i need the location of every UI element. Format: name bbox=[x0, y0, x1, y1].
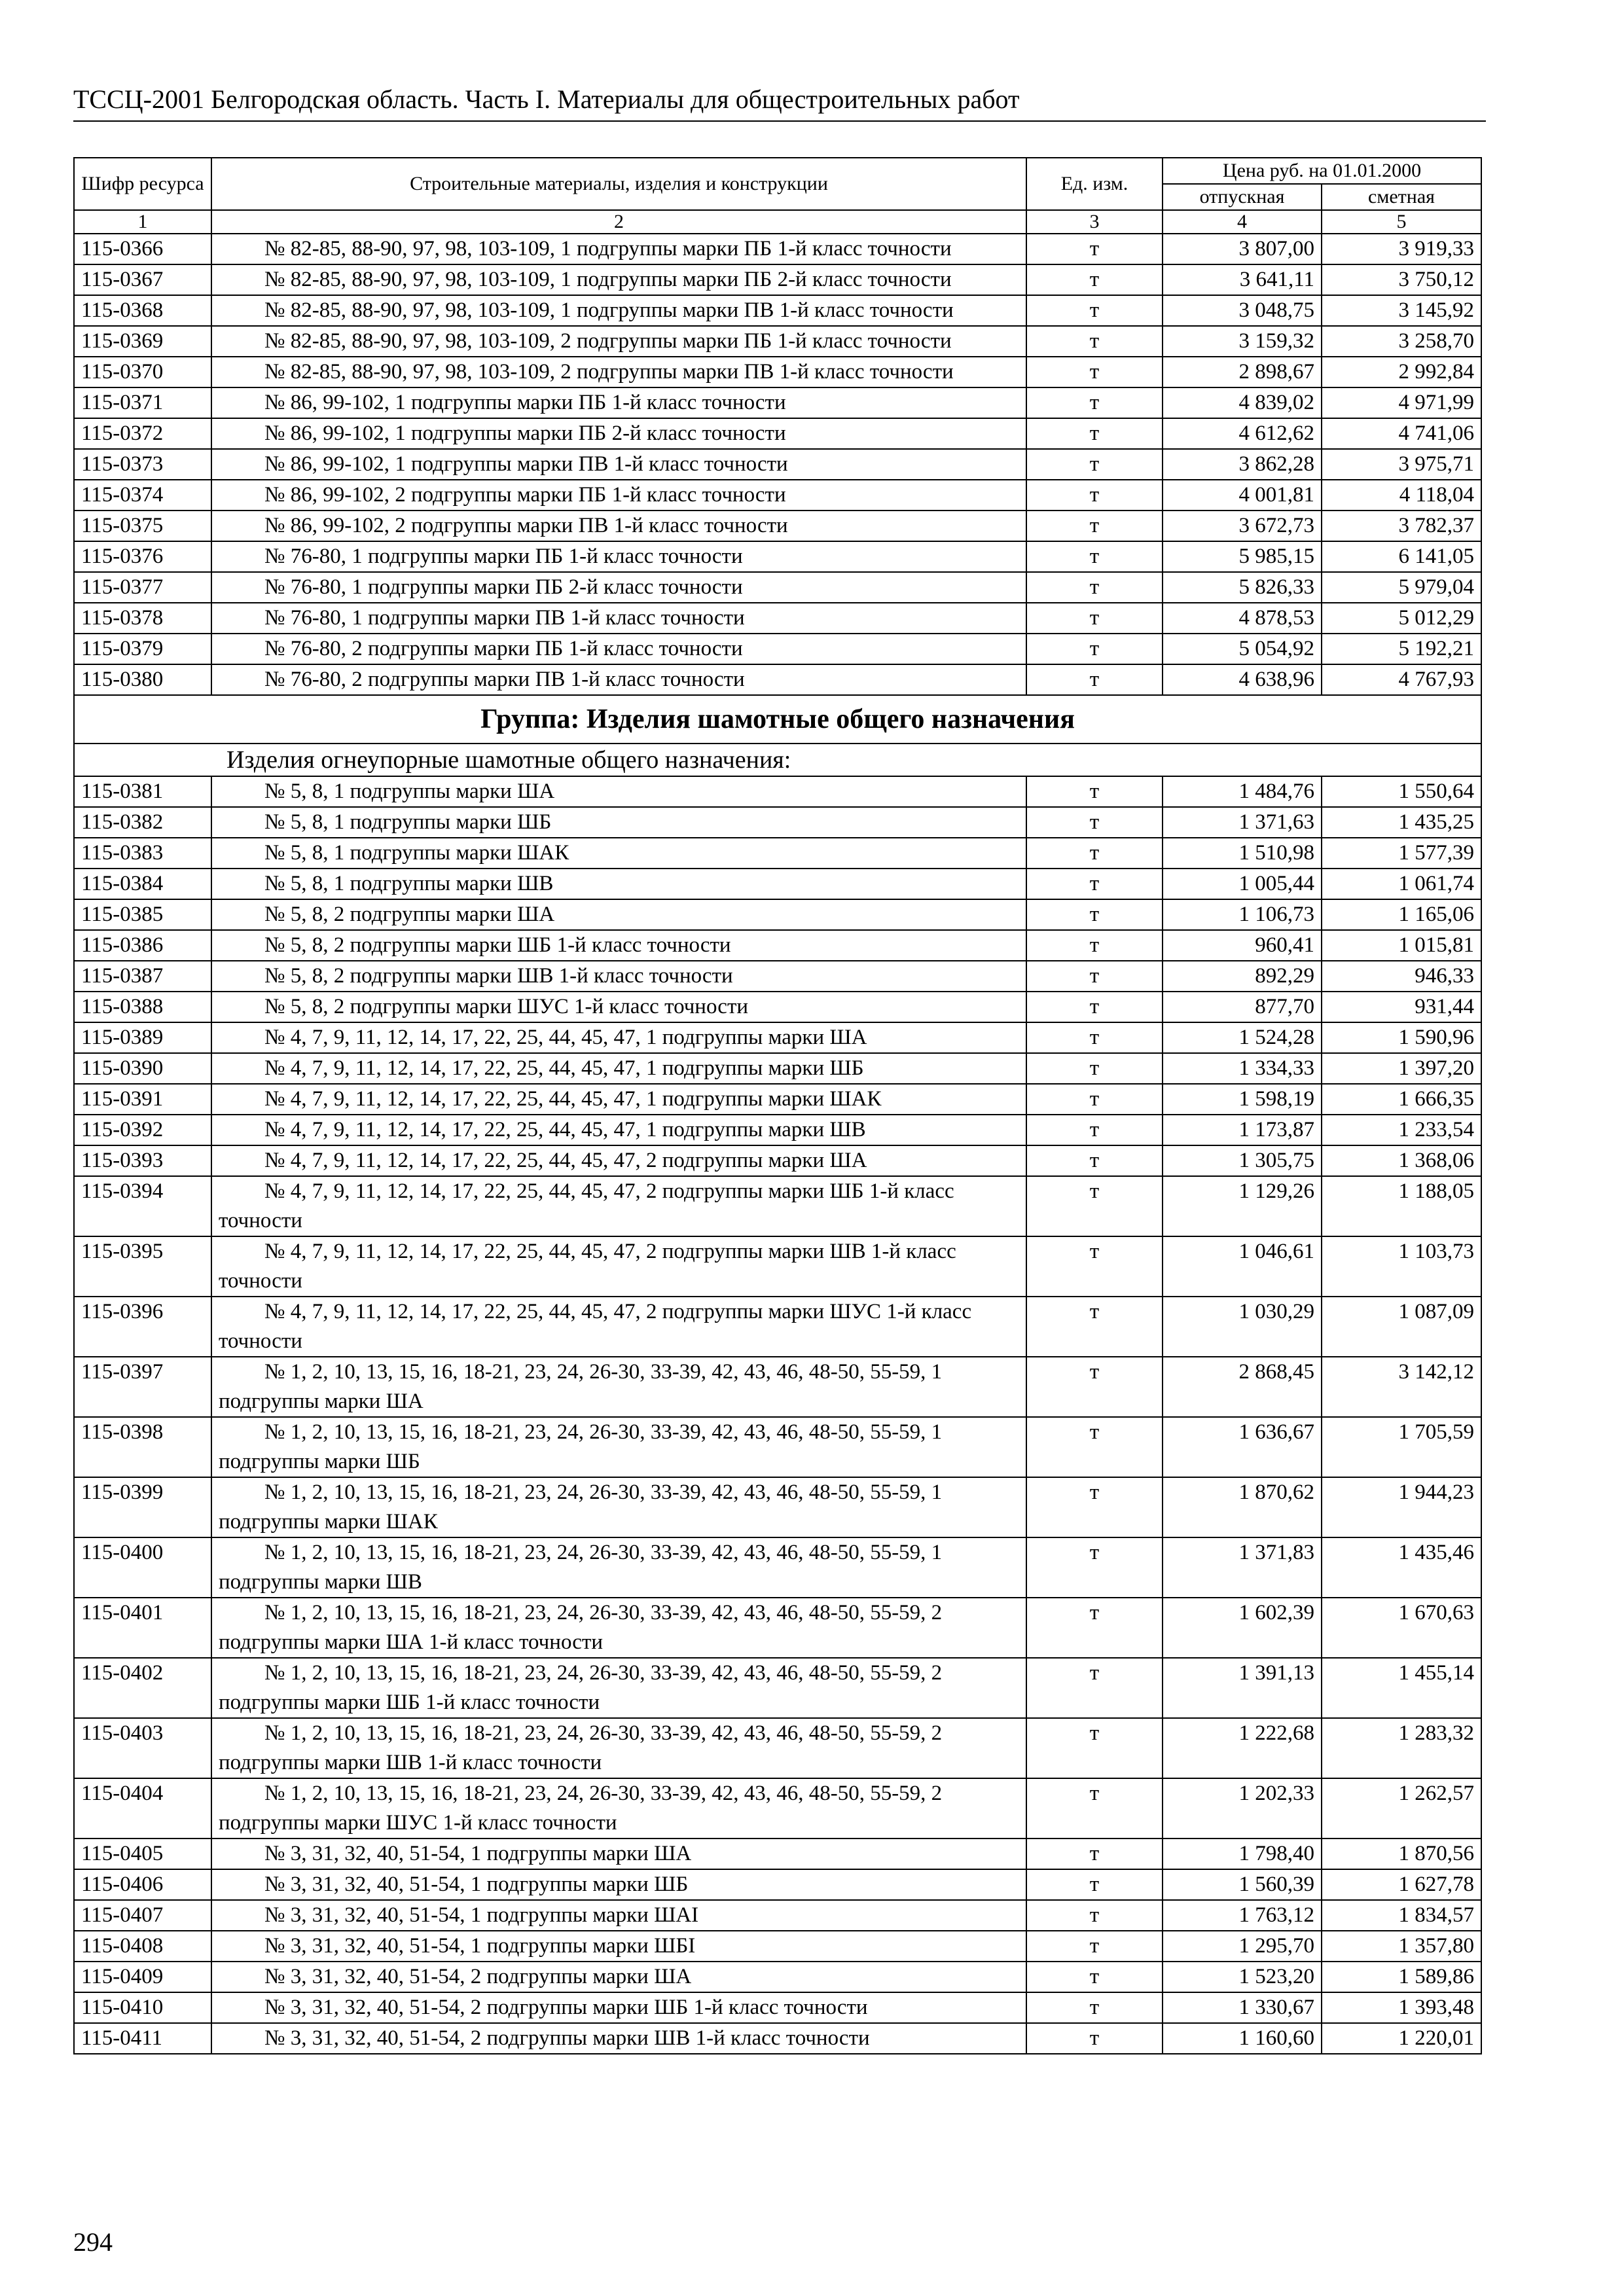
table-row bbox=[74, 264, 1481, 295]
resource-code: 115-0386 bbox=[74, 930, 211, 961]
subgroup-title: Изделия огнеупорные шамотные общего назначения: bbox=[74, 744, 1481, 776]
estimate-price: 1 834,57 bbox=[1322, 1900, 1481, 1931]
table-row bbox=[74, 1053, 1481, 1084]
resource-code: 115-0394 bbox=[74, 1176, 211, 1236]
table-row bbox=[74, 634, 1481, 664]
table-row bbox=[74, 1022, 1481, 1053]
material-name: № 76-80, 1 подгруппы марки ПБ 2-й класс точности bbox=[211, 572, 1026, 603]
estimate-price: 1 577,39 bbox=[1322, 838, 1481, 869]
resource-code: 115-0372 bbox=[74, 418, 211, 449]
estimate-price: 1 435,25 bbox=[1322, 807, 1481, 838]
header-price: Цена руб. на 01.01.2000 bbox=[1163, 158, 1481, 184]
unit: т bbox=[1026, 1537, 1163, 1598]
release-price: 1 636,67 bbox=[1163, 1417, 1322, 1477]
resource-code: 115-0392 bbox=[74, 1115, 211, 1145]
estimate-price: 1 165,06 bbox=[1322, 899, 1481, 930]
resource-code: 115-0409 bbox=[74, 1962, 211, 1992]
unit: т bbox=[1026, 1658, 1163, 1718]
table-row bbox=[74, 930, 1481, 961]
unit: т bbox=[1026, 961, 1163, 992]
resource-code: 115-0382 bbox=[74, 807, 211, 838]
unit: т bbox=[1026, 776, 1163, 807]
release-price: 1 391,13 bbox=[1163, 1658, 1322, 1718]
resource-code: 115-0371 bbox=[74, 387, 211, 418]
table-row bbox=[74, 869, 1481, 899]
table-row bbox=[74, 1176, 1481, 1236]
material-name: № 4, 7, 9, 11, 12, 14, 17, 22, 25, 44, 45, 47, 1 подгруппы марки ШАК bbox=[211, 1084, 1026, 1115]
estimate-price: 1 870,56 bbox=[1322, 1839, 1481, 1869]
table-row bbox=[74, 326, 1481, 357]
resource-code: 115-0368 bbox=[74, 295, 211, 326]
unit: т bbox=[1026, 1718, 1163, 1778]
release-price: 1 334,33 bbox=[1163, 1053, 1322, 1084]
resource-code: 115-0383 bbox=[74, 838, 211, 869]
estimate-price: 1 435,46 bbox=[1322, 1537, 1481, 1598]
table-row bbox=[74, 418, 1481, 449]
table-row bbox=[74, 1417, 1481, 1477]
material-name: № 82-85, 88-90, 97, 98, 103-109, 2 подгруппы марки ПБ 1-й класс точности bbox=[211, 326, 1026, 357]
estimate-price: 1 590,96 bbox=[1322, 1022, 1481, 1053]
estimate-price: 1 666,35 bbox=[1322, 1084, 1481, 1115]
resource-code: 115-0373 bbox=[74, 449, 211, 480]
resource-code: 115-0405 bbox=[74, 1839, 211, 1869]
table-head bbox=[74, 158, 1481, 234]
unit: т bbox=[1026, 664, 1163, 695]
material-name: № 76-80, 2 подгруппы марки ПВ 1-й класс точности bbox=[211, 664, 1026, 695]
header-code: Шифр ресурса bbox=[74, 158, 211, 210]
material-name: № 3, 31, 32, 40, 51-54, 1 подгруппы марки ШБ bbox=[211, 1869, 1026, 1900]
release-price: 5 826,33 bbox=[1163, 572, 1322, 603]
page-header: ТССЦ-2001 Белгородская область. Часть I. Материалы для общестроительных работ bbox=[73, 84, 1486, 122]
column-number: 5 bbox=[1322, 210, 1481, 234]
table-row bbox=[74, 1778, 1481, 1839]
release-price: 3 048,75 bbox=[1163, 295, 1322, 326]
release-price: 5 985,15 bbox=[1163, 541, 1322, 572]
material-name: № 1, 2, 10, 13, 15, 16, 18-21, 23, 24, 26-30, 33-39, 42, 43, 46, 48-50, 55-59, 2 подгруппы марки ШБ 1-й класс точности bbox=[211, 1658, 1026, 1718]
estimate-price: 1 550,64 bbox=[1322, 776, 1481, 807]
unit: т bbox=[1026, 264, 1163, 295]
material-name: № 4, 7, 9, 11, 12, 14, 17, 22, 25, 44, 45, 47, 2 подгруппы марки ШВ 1-й класс точности bbox=[211, 1236, 1026, 1297]
table-row bbox=[74, 1598, 1481, 1658]
release-price: 1 523,20 bbox=[1163, 1962, 1322, 1992]
estimate-price: 1 393,48 bbox=[1322, 1992, 1481, 2023]
unit: т bbox=[1026, 1022, 1163, 1053]
material-name: № 3, 31, 32, 40, 51-54, 2 подгруппы марки ШБ 1-й класс точности bbox=[211, 1992, 1026, 2023]
estimate-price: 1 283,32 bbox=[1322, 1718, 1481, 1778]
estimate-price: 3 975,71 bbox=[1322, 449, 1481, 480]
release-price: 4 001,81 bbox=[1163, 480, 1322, 511]
unit: т bbox=[1026, 1145, 1163, 1176]
unit: т bbox=[1026, 1236, 1163, 1297]
material-name: № 82-85, 88-90, 97, 98, 103-109, 2 подгруппы марки ПВ 1-й класс точности bbox=[211, 357, 1026, 387]
unit: т bbox=[1026, 480, 1163, 511]
resource-code: 115-0404 bbox=[74, 1778, 211, 1839]
page-number: 294 bbox=[73, 2227, 113, 2257]
release-price: 2 868,45 bbox=[1163, 1357, 1322, 1417]
release-price: 1 560,39 bbox=[1163, 1869, 1322, 1900]
estimate-price: 5 192,21 bbox=[1322, 634, 1481, 664]
material-name: № 5, 8, 1 подгруппы марки ШАК bbox=[211, 838, 1026, 869]
table-row bbox=[74, 961, 1481, 992]
unit: т bbox=[1026, 234, 1163, 264]
release-price: 1 510,98 bbox=[1163, 838, 1322, 869]
release-price: 1 330,67 bbox=[1163, 1992, 1322, 2023]
release-price: 1 202,33 bbox=[1163, 1778, 1322, 1839]
estimate-price: 1 188,05 bbox=[1322, 1176, 1481, 1236]
resource-code: 115-0375 bbox=[74, 511, 211, 541]
table-row bbox=[74, 838, 1481, 869]
unit: т bbox=[1026, 1992, 1163, 2023]
resource-code: 115-0403 bbox=[74, 1718, 211, 1778]
unit: т bbox=[1026, 1297, 1163, 1357]
resource-code: 115-0398 bbox=[74, 1417, 211, 1477]
release-price: 1 030,29 bbox=[1163, 1297, 1322, 1357]
estimate-price: 1 670,63 bbox=[1322, 1598, 1481, 1658]
unit: т bbox=[1026, 2023, 1163, 2054]
resource-code: 115-0408 bbox=[74, 1931, 211, 1962]
header-unit: Ед. изм. bbox=[1026, 158, 1163, 210]
estimate-price: 3 919,33 bbox=[1322, 234, 1481, 264]
release-price: 892,29 bbox=[1163, 961, 1322, 992]
estimate-price: 1 589,86 bbox=[1322, 1962, 1481, 1992]
unit: т bbox=[1026, 1084, 1163, 1115]
material-name: № 4, 7, 9, 11, 12, 14, 17, 22, 25, 44, 45, 47, 2 подгруппы марки ША bbox=[211, 1145, 1026, 1176]
release-price: 1 305,75 bbox=[1163, 1145, 1322, 1176]
material-name: № 5, 8, 1 подгруппы марки ША bbox=[211, 776, 1026, 807]
unit: т bbox=[1026, 992, 1163, 1022]
price-table bbox=[73, 157, 1482, 2054]
table-row bbox=[74, 572, 1481, 603]
estimate-price: 1 368,06 bbox=[1322, 1145, 1481, 1176]
unit: т bbox=[1026, 541, 1163, 572]
table-row bbox=[74, 541, 1481, 572]
resource-code: 115-0391 bbox=[74, 1084, 211, 1115]
material-name: № 86, 99-102, 1 подгруппы марки ПВ 1-й класс точности bbox=[211, 449, 1026, 480]
estimate-price: 1 220,01 bbox=[1322, 2023, 1481, 2054]
unit: т bbox=[1026, 930, 1163, 961]
release-price: 1 222,68 bbox=[1163, 1718, 1322, 1778]
estimate-price: 946,33 bbox=[1322, 961, 1481, 992]
material-name: № 82-85, 88-90, 97, 98, 103-109, 1 подгруппы марки ПВ 1-й класс точности bbox=[211, 295, 1026, 326]
table-row bbox=[74, 511, 1481, 541]
unit: т bbox=[1026, 1176, 1163, 1236]
table-row bbox=[74, 1900, 1481, 1931]
unit: т bbox=[1026, 1900, 1163, 1931]
resource-code: 115-0406 bbox=[74, 1869, 211, 1900]
table-row bbox=[74, 807, 1481, 838]
material-name: № 1, 2, 10, 13, 15, 16, 18-21, 23, 24, 26-30, 33-39, 42, 43, 46, 48-50, 55-59, 1 подгруппы марки ШВ bbox=[211, 1537, 1026, 1598]
estimate-price: 1 087,09 bbox=[1322, 1297, 1481, 1357]
resource-code: 115-0397 bbox=[74, 1357, 211, 1417]
estimate-price: 1 015,81 bbox=[1322, 930, 1481, 961]
unit: т bbox=[1026, 511, 1163, 541]
unit: т bbox=[1026, 572, 1163, 603]
estimate-price: 1 944,23 bbox=[1322, 1477, 1481, 1537]
estimate-price: 3 142,12 bbox=[1322, 1357, 1481, 1417]
release-price: 3 862,28 bbox=[1163, 449, 1322, 480]
material-name: № 4, 7, 9, 11, 12, 14, 17, 22, 25, 44, 45, 47, 1 подгруппы марки ША bbox=[211, 1022, 1026, 1053]
table-row bbox=[74, 1931, 1481, 1962]
estimate-price: 1 397,20 bbox=[1322, 1053, 1481, 1084]
release-price: 1 005,44 bbox=[1163, 869, 1322, 899]
group-section bbox=[74, 695, 1481, 776]
release-price: 3 159,32 bbox=[1163, 326, 1322, 357]
estimate-price: 1 103,73 bbox=[1322, 1236, 1481, 1297]
unit: т bbox=[1026, 1931, 1163, 1962]
subgroup-row bbox=[74, 744, 1481, 776]
release-price: 1 870,62 bbox=[1163, 1477, 1322, 1537]
estimate-price: 4 767,93 bbox=[1322, 664, 1481, 695]
release-price: 1 295,70 bbox=[1163, 1931, 1322, 1962]
table-row bbox=[74, 2023, 1481, 2054]
estimate-price: 2 992,84 bbox=[1322, 357, 1481, 387]
resource-code: 115-0400 bbox=[74, 1537, 211, 1598]
resource-code: 115-0407 bbox=[74, 1900, 211, 1931]
resource-code: 115-0396 bbox=[74, 1297, 211, 1357]
column-number: 2 bbox=[211, 210, 1026, 234]
release-price: 5 054,92 bbox=[1163, 634, 1322, 664]
material-name: № 5, 8, 2 подгруппы марки ШУС 1-й класс точности bbox=[211, 992, 1026, 1022]
table-row bbox=[74, 1357, 1481, 1417]
estimate-price: 4 118,04 bbox=[1322, 480, 1481, 511]
header-name: Строительные материалы, изделия и конструкции bbox=[211, 158, 1026, 210]
material-name: № 1, 2, 10, 13, 15, 16, 18-21, 23, 24, 26-30, 33-39, 42, 43, 46, 48-50, 55-59, 2 подгруппы марки ШВ 1-й класс точности bbox=[211, 1718, 1026, 1778]
table-row bbox=[74, 234, 1481, 264]
resource-code: 115-0402 bbox=[74, 1658, 211, 1718]
table-row bbox=[74, 1992, 1481, 2023]
release-price: 1 602,39 bbox=[1163, 1598, 1322, 1658]
unit: т bbox=[1026, 899, 1163, 930]
material-name: № 1, 2, 10, 13, 15, 16, 18-21, 23, 24, 26-30, 33-39, 42, 43, 46, 48-50, 55-59, 1 подгруппы марки ШБ bbox=[211, 1417, 1026, 1477]
column-number: 4 bbox=[1163, 210, 1322, 234]
estimate-price: 3 750,12 bbox=[1322, 264, 1481, 295]
resource-code: 115-0410 bbox=[74, 1992, 211, 2023]
header-release-price: отпускная bbox=[1163, 184, 1322, 210]
resource-code: 115-0388 bbox=[74, 992, 211, 1022]
material-name: № 86, 99-102, 2 подгруппы марки ПВ 1-й класс точности bbox=[211, 511, 1026, 541]
table-row bbox=[74, 1236, 1481, 1297]
material-name: № 1, 2, 10, 13, 15, 16, 18-21, 23, 24, 26-30, 33-39, 42, 43, 46, 48-50, 55-59, 1 подгруппы марки ША bbox=[211, 1357, 1026, 1417]
release-price: 960,41 bbox=[1163, 930, 1322, 961]
release-price: 1 798,40 bbox=[1163, 1839, 1322, 1869]
material-name: № 5, 8, 2 подгруппы марки ШВ 1-й класс точности bbox=[211, 961, 1026, 992]
estimate-price: 1 455,14 bbox=[1322, 1658, 1481, 1718]
material-name: № 76-80, 1 подгруппы марки ПБ 1-й класс точности bbox=[211, 541, 1026, 572]
table-row bbox=[74, 1718, 1481, 1778]
estimate-price: 4 741,06 bbox=[1322, 418, 1481, 449]
release-price: 1 524,28 bbox=[1163, 1022, 1322, 1053]
material-name: № 82-85, 88-90, 97, 98, 103-109, 1 подгруппы марки ПБ 1-й класс точности bbox=[211, 234, 1026, 264]
resource-code: 115-0389 bbox=[74, 1022, 211, 1053]
estimate-price: 1 262,57 bbox=[1322, 1778, 1481, 1839]
resource-code: 115-0390 bbox=[74, 1053, 211, 1084]
release-price: 4 638,96 bbox=[1163, 664, 1322, 695]
table-row bbox=[74, 1115, 1481, 1145]
estimate-price: 1 627,78 bbox=[1322, 1869, 1481, 1900]
unit: т bbox=[1026, 449, 1163, 480]
material-name: № 5, 8, 1 подгруппы марки ШВ bbox=[211, 869, 1026, 899]
table-row bbox=[74, 899, 1481, 930]
resource-code: 115-0376 bbox=[74, 541, 211, 572]
table-row bbox=[74, 992, 1481, 1022]
estimate-price: 4 971,99 bbox=[1322, 387, 1481, 418]
release-price: 877,70 bbox=[1163, 992, 1322, 1022]
material-name: № 3, 31, 32, 40, 51-54, 1 подгруппы марки ШАI bbox=[211, 1900, 1026, 1931]
estimate-price: 3 258,70 bbox=[1322, 326, 1481, 357]
material-name: № 3, 31, 32, 40, 51-54, 2 подгруппы марки ША bbox=[211, 1962, 1026, 1992]
resource-code: 115-0384 bbox=[74, 869, 211, 899]
resource-code: 115-0393 bbox=[74, 1145, 211, 1176]
unit: т bbox=[1026, 1598, 1163, 1658]
column-number: 1 bbox=[74, 210, 211, 234]
estimate-price: 931,44 bbox=[1322, 992, 1481, 1022]
estimate-price: 1 061,74 bbox=[1322, 869, 1481, 899]
unit: т bbox=[1026, 1477, 1163, 1537]
material-name: № 4, 7, 9, 11, 12, 14, 17, 22, 25, 44, 45, 47, 2 подгруппы марки ШБ 1-й класс точности bbox=[211, 1176, 1026, 1236]
table-row bbox=[74, 1297, 1481, 1357]
material-name: № 4, 7, 9, 11, 12, 14, 17, 22, 25, 44, 45, 47, 1 подгруппы марки ШВ bbox=[211, 1115, 1026, 1145]
estimate-price: 3 782,37 bbox=[1322, 511, 1481, 541]
unit: т bbox=[1026, 634, 1163, 664]
header-estimate-price: сметная bbox=[1322, 184, 1481, 210]
group-title: Группа: Изделия шамотные общего назначения bbox=[74, 695, 1481, 744]
release-price: 1 484,76 bbox=[1163, 776, 1322, 807]
resource-code: 115-0401 bbox=[74, 1598, 211, 1658]
material-name: № 5, 8, 2 подгруппы марки ША bbox=[211, 899, 1026, 930]
material-name: № 3, 31, 32, 40, 51-54, 2 подгруппы марки ШВ 1-й класс точности bbox=[211, 2023, 1026, 2054]
release-price: 3 807,00 bbox=[1163, 234, 1322, 264]
table-row bbox=[74, 295, 1481, 326]
material-name: № 3, 31, 32, 40, 51-54, 1 подгруппы марки ШБI bbox=[211, 1931, 1026, 1962]
release-price: 1 160,60 bbox=[1163, 2023, 1322, 2054]
resource-code: 115-0366 bbox=[74, 234, 211, 264]
release-price: 4 612,62 bbox=[1163, 418, 1322, 449]
unit: т bbox=[1026, 1962, 1163, 1992]
material-name: № 3, 31, 32, 40, 51-54, 1 подгруппы марки ША bbox=[211, 1839, 1026, 1869]
unit: т bbox=[1026, 418, 1163, 449]
release-price: 3 641,11 bbox=[1163, 264, 1322, 295]
release-price: 1 106,73 bbox=[1163, 899, 1322, 930]
table-row bbox=[74, 480, 1481, 511]
material-name: № 4, 7, 9, 11, 12, 14, 17, 22, 25, 44, 45, 47, 1 подгруппы марки ШБ bbox=[211, 1053, 1026, 1084]
estimate-price: 5 012,29 bbox=[1322, 603, 1481, 634]
release-price: 1 598,19 bbox=[1163, 1084, 1322, 1115]
resource-code: 115-0399 bbox=[74, 1477, 211, 1537]
unit: т bbox=[1026, 295, 1163, 326]
unit: т bbox=[1026, 838, 1163, 869]
unit: т bbox=[1026, 387, 1163, 418]
resource-code: 115-0387 bbox=[74, 961, 211, 992]
resource-code: 115-0379 bbox=[74, 634, 211, 664]
material-name: № 5, 8, 2 подгруппы марки ШБ 1-й класс точности bbox=[211, 930, 1026, 961]
material-name: № 5, 8, 1 подгруппы марки ШБ bbox=[211, 807, 1026, 838]
table-row bbox=[74, 387, 1481, 418]
table-row bbox=[74, 1477, 1481, 1537]
group-row bbox=[74, 695, 1481, 744]
unit: т bbox=[1026, 807, 1163, 838]
release-price: 1 371,63 bbox=[1163, 807, 1322, 838]
resource-code: 115-0377 bbox=[74, 572, 211, 603]
unit: т bbox=[1026, 1417, 1163, 1477]
release-price: 4 878,53 bbox=[1163, 603, 1322, 634]
material-name: № 1, 2, 10, 13, 15, 16, 18-21, 23, 24, 26-30, 33-39, 42, 43, 46, 48-50, 55-59, 1 подгруппы марки ШАК bbox=[211, 1477, 1026, 1537]
table-row bbox=[74, 1658, 1481, 1718]
material-name: № 86, 99-102, 1 подгруппы марки ПБ 1-й класс точности bbox=[211, 387, 1026, 418]
table-row bbox=[74, 1839, 1481, 1869]
material-name: № 86, 99-102, 1 подгруппы марки ПБ 2-й класс точности bbox=[211, 418, 1026, 449]
table-body-section-b bbox=[74, 776, 1481, 2054]
release-price: 1 173,87 bbox=[1163, 1115, 1322, 1145]
estimate-price: 5 979,04 bbox=[1322, 572, 1481, 603]
table-row bbox=[74, 1084, 1481, 1115]
unit: т bbox=[1026, 869, 1163, 899]
unit: т bbox=[1026, 1053, 1163, 1084]
release-price: 1 046,61 bbox=[1163, 1236, 1322, 1297]
unit: т bbox=[1026, 1869, 1163, 1900]
unit: т bbox=[1026, 603, 1163, 634]
table-row bbox=[74, 449, 1481, 480]
resource-code: 115-0411 bbox=[74, 2023, 211, 2054]
estimate-price: 6 141,05 bbox=[1322, 541, 1481, 572]
resource-code: 115-0385 bbox=[74, 899, 211, 930]
resource-code: 115-0395 bbox=[74, 1236, 211, 1297]
table-row bbox=[74, 776, 1481, 807]
release-price: 3 672,73 bbox=[1163, 511, 1322, 541]
table-body-section-a bbox=[74, 234, 1481, 695]
table-row bbox=[74, 1537, 1481, 1598]
resource-code: 115-0370 bbox=[74, 357, 211, 387]
material-name: № 1, 2, 10, 13, 15, 16, 18-21, 23, 24, 26-30, 33-39, 42, 43, 46, 48-50, 55-59, 2 подгруппы марки ША 1-й класс точности bbox=[211, 1598, 1026, 1658]
material-name: № 76-80, 2 подгруппы марки ПБ 1-й класс точности bbox=[211, 634, 1026, 664]
unit: т bbox=[1026, 1778, 1163, 1839]
table-row bbox=[74, 357, 1481, 387]
material-name: № 1, 2, 10, 13, 15, 16, 18-21, 23, 24, 26-30, 33-39, 42, 43, 46, 48-50, 55-59, 2 подгруппы марки ШУС 1-й класс точности bbox=[211, 1778, 1026, 1839]
estimate-price: 1 705,59 bbox=[1322, 1417, 1481, 1477]
resource-code: 115-0369 bbox=[74, 326, 211, 357]
estimate-price: 1 233,54 bbox=[1322, 1115, 1481, 1145]
column-number: 3 bbox=[1026, 210, 1163, 234]
column-numbers-row bbox=[74, 210, 1481, 234]
resource-code: 115-0380 bbox=[74, 664, 211, 695]
release-price: 1 763,12 bbox=[1163, 1900, 1322, 1931]
unit: т bbox=[1026, 357, 1163, 387]
unit: т bbox=[1026, 326, 1163, 357]
material-name: № 82-85, 88-90, 97, 98, 103-109, 1 подгруппы марки ПБ 2-й класс точности bbox=[211, 264, 1026, 295]
release-price: 1 129,26 bbox=[1163, 1176, 1322, 1236]
table-row bbox=[74, 664, 1481, 695]
table-row bbox=[74, 1145, 1481, 1176]
release-price: 4 839,02 bbox=[1163, 387, 1322, 418]
table-row bbox=[74, 1962, 1481, 1992]
estimate-price: 1 357,80 bbox=[1322, 1931, 1481, 1962]
resource-code: 115-0378 bbox=[74, 603, 211, 634]
resource-code: 115-0367 bbox=[74, 264, 211, 295]
release-price: 1 371,83 bbox=[1163, 1537, 1322, 1598]
release-price: 2 898,67 bbox=[1163, 357, 1322, 387]
table-row bbox=[74, 1869, 1481, 1900]
material-name: № 4, 7, 9, 11, 12, 14, 17, 22, 25, 44, 45, 47, 2 подгруппы марки ШУС 1-й класс точности bbox=[211, 1297, 1026, 1357]
resource-code: 115-0381 bbox=[74, 776, 211, 807]
material-name: № 86, 99-102, 2 подгруппы марки ПБ 1-й класс точности bbox=[211, 480, 1026, 511]
material-name: № 76-80, 1 подгруппы марки ПВ 1-й класс точности bbox=[211, 603, 1026, 634]
resource-code: 115-0374 bbox=[74, 480, 211, 511]
table-row bbox=[74, 603, 1481, 634]
unit: т bbox=[1026, 1839, 1163, 1869]
unit: т bbox=[1026, 1115, 1163, 1145]
unit: т bbox=[1026, 1357, 1163, 1417]
estimate-price: 3 145,92 bbox=[1322, 295, 1481, 326]
